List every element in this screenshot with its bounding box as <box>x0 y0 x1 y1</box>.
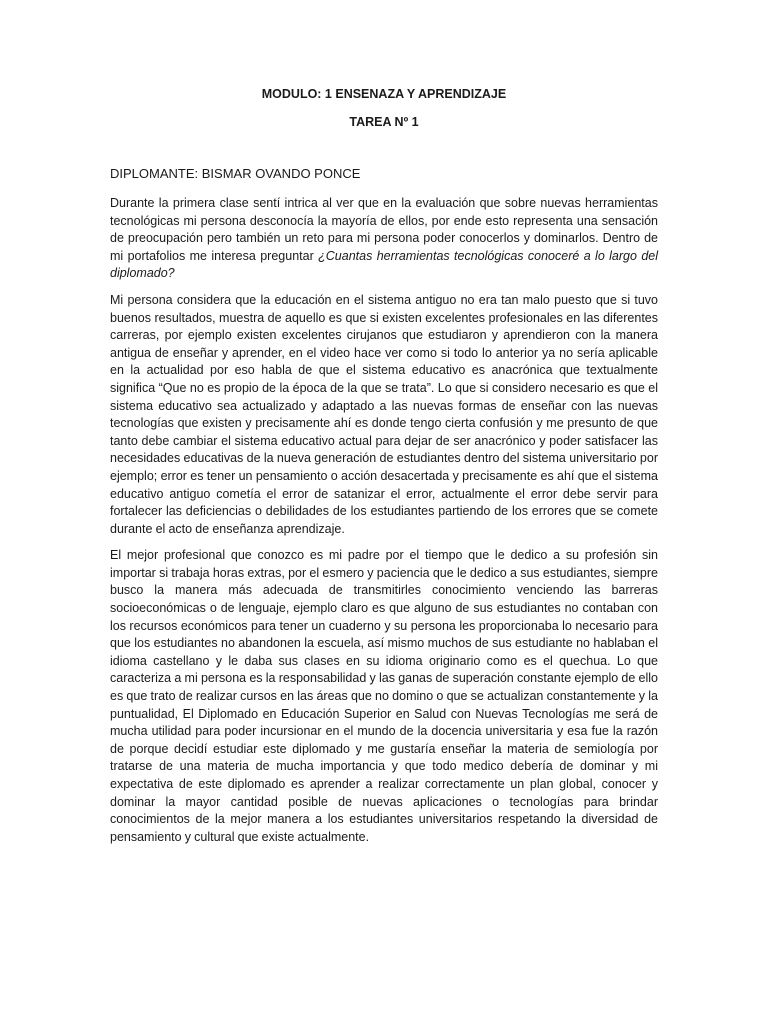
paragraph-1 <box>110 195 658 283</box>
paragraph-1-question: ¿Cuantas herramientas tecnológicas conoceré a lo largo del diplomado? <box>110 248 659 281</box>
paragraph-1-text: Durante la primera clase sentí intrica al ver que en la evaluación que sobre nuevas herramientas tecnológicas mi persona desconocía la mayoría de ellos, por ende esto representa una sensación de preocupación pero también un reto para mi persona poder conocerlos y dominarlos. Dentro de mi portafolios me interesa preguntar <box>110 196 658 263</box>
paragraph-3: El mejor profesional que conozco es mi padre por el tiempo que le dedico a su profesión sin importar si trabaja horas extras, por el esmero y paciencia que le dedico a sus estudiantes, siempre busco la manera más adecuada de transmitirles conocimiento venciendo las barreras socioeconómicas o de lenguaje, ejemplo claro es que alguno de sus estudiantes no contaban con los recursos económicos para tener un cuaderno y su persona les proporcionaba lo necesario para que los estudiantes no abandonen la escuela, así mismo muchos de sus estudiante no hablaban el idioma castellano y le daba sus clases en su idioma originario como es el quechua. Lo que caracteriza a mi persona es la responsabilidad y las ganas de superación constante ejemplo de ello es que trato de realizar cursos en las áreas que no domino o que se actualizan constantemente y la puntualidad, El Diplomado en Educación Superior en Salud con Nuevas Tecnologías me será de mucha utilidad para poder incursionar en el mundo de la docencia universitaria y esa fue la razón de porque decidí estudiar este diplomado y me gustaría enseñar la materia de semiología por tratarse de una materia de mucha importancia y que todo medico debería de dominar y mi expectativa de este diplomado es aprender a realizar correctamente un plan global, conocer y dominar la mayor cantidad posible de nuevas aplicaciones o tecnologías para brindar conocimientos de la mejor manera a los estudiantes universitarios respetando la diversidad de pensamiento y cultural que existe actualmente. <box>110 548 658 844</box>
paragraph-2: Mi persona considera que la educación en el sistema antiguo no era tan malo puesto que si tuvo buenos resultados, muestra de aquello es que si existen excelentes profesionales en las diferentes carreras, por ejemplo existen excelentes cirujanos que estudiaron y aprendieron con la manera antigua de enseñar y aprender, en el video hace ver como si todo lo anterior ya no sería aplicable en la actualidad por eso habla de que el sistema educativo es anacrónica que textualmente significa “Que no es propio de la época de la que se trata”. Lo que si considero necesario es que el sistema educativo sea actualizado y adaptado a las nuevas formas de enseñar con las nuevas tecnologías que existen y precisamente ahí es donde tengo cierta confusión y me presunto de que tanto debe cambiar el sistema educativo actual para dejar de ser anacrónico y poder satisfacer las necesidades educativas de la nueva generación de estudiantes dentro del sistema universitario por ejemplo; error es tener un pensamiento o acción desacertada y precisamente es ahí que el sistema educativo antiguo cometía el error de satanizar el error, actualmente el error debe servir para fortalecer las deficiencias o debilidades de los estudiantes partiendo de los errores que se comete durante el acto de enseñanza aprendizaje. <box>110 292 658 536</box>
document-subtitle: TAREA Nº 1 <box>349 115 419 129</box>
diplomante-line: DIPLOMANTE: BISMAR OVANDO PONCE <box>110 166 361 181</box>
document-title: MODULO: 1 ENSENAZA Y APRENDIZAJE <box>261 87 507 101</box>
